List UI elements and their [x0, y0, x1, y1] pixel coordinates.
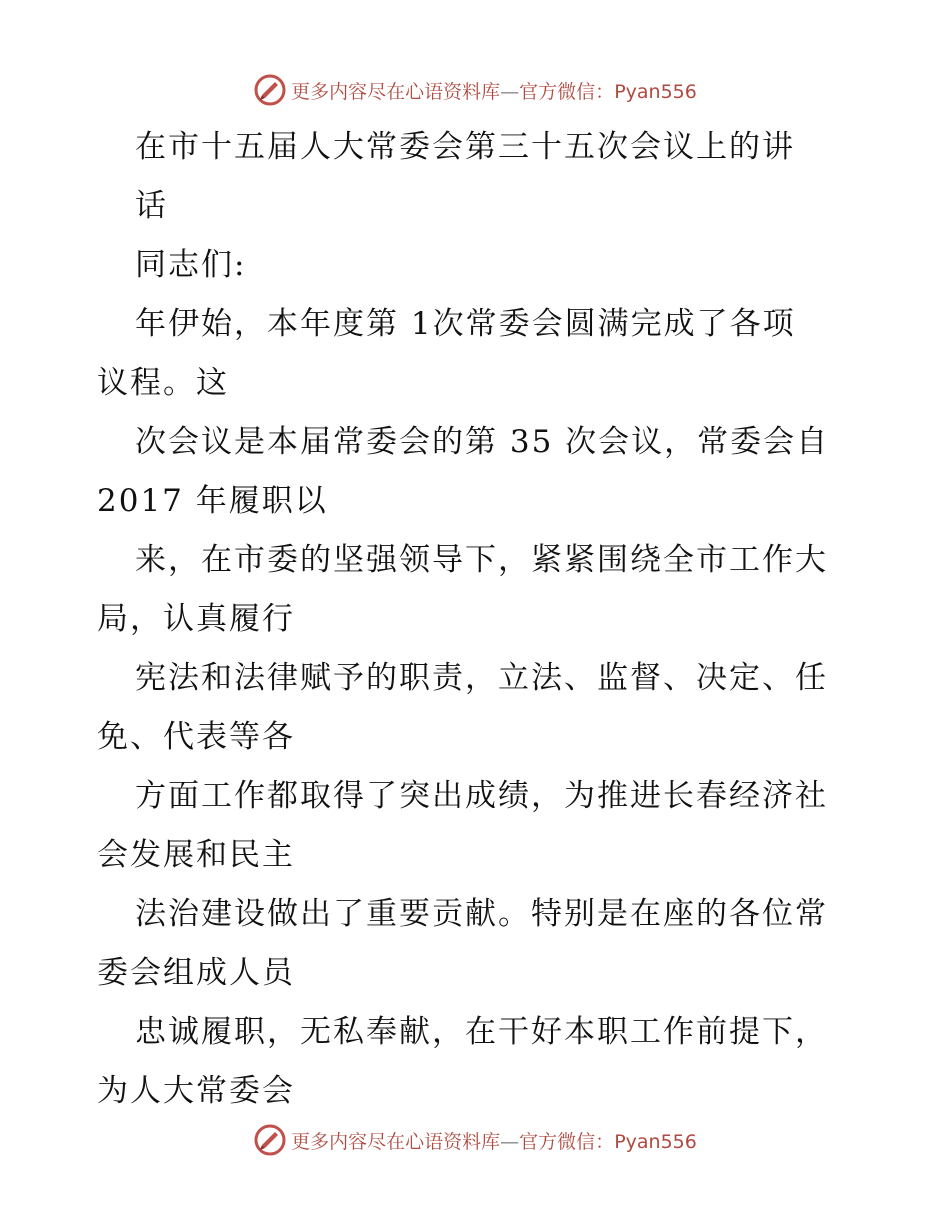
- paragraph-line: 局，认真履行: [97, 601, 295, 637]
- brand-logo-icon: [253, 1123, 287, 1157]
- paragraph-line: 来，在市委的坚强领导下，紧紧围绕全市工作大: [135, 542, 828, 578]
- footer-wechat-id: Pyan556: [614, 1130, 697, 1153]
- header-banner-text: [291, 77, 697, 104]
- paragraph-line: 为人大常委会: [97, 1073, 295, 1109]
- paragraph-line: 2017 年履职以: [97, 483, 328, 519]
- title-line-2: 话: [135, 188, 168, 224]
- brand-logo-icon: [253, 73, 287, 107]
- header-banner: [0, 70, 950, 110]
- header-wechat-label: 官方微信：: [519, 80, 615, 103]
- paragraph-line: 年伊始，本年度第 1次常委会圆满完成了各项: [135, 306, 796, 342]
- header-banner-separator: —: [500, 80, 520, 103]
- header-banner-title: 更多内容尽在心语资料库: [291, 80, 501, 103]
- paragraph-line: 宪法和法律赋予的职责，立法、监督、决定、任: [135, 660, 828, 696]
- paragraph-line: 免、代表等各: [97, 719, 295, 755]
- footer-banner-text: [291, 1127, 697, 1154]
- paragraph-line: 方面工作都取得了突出成绩，为推进长春经济社: [135, 778, 828, 814]
- header-wechat-id: Pyan556: [614, 80, 697, 103]
- paragraph-line: 会发展和民主: [97, 837, 295, 873]
- footer-banner-title: 更多内容尽在心语资料库: [291, 1130, 501, 1153]
- paragraph-line: 议程。这: [97, 365, 229, 401]
- paragraph-line: 次会议是本届常委会的第 35 次会议，常委会自: [135, 424, 830, 460]
- document-body: [97, 118, 867, 1121]
- footer-banner-separator: —: [500, 1130, 520, 1153]
- title-line-1: 在市十五届人大常委会第三十五次会议上的讲: [135, 129, 795, 165]
- paragraph-line: 委会组成人员: [97, 955, 295, 991]
- paragraph-line: 忠诚履职，无私奉献，在干好本职工作前提下，: [135, 1014, 828, 1050]
- salutation: 同志们:: [135, 247, 247, 283]
- footer-wechat-label: 官方微信：: [519, 1130, 615, 1153]
- paragraph-line: 法治建设做出了重要贡献。特别是在座的各位常: [135, 896, 828, 932]
- footer-banner: [0, 1120, 950, 1160]
